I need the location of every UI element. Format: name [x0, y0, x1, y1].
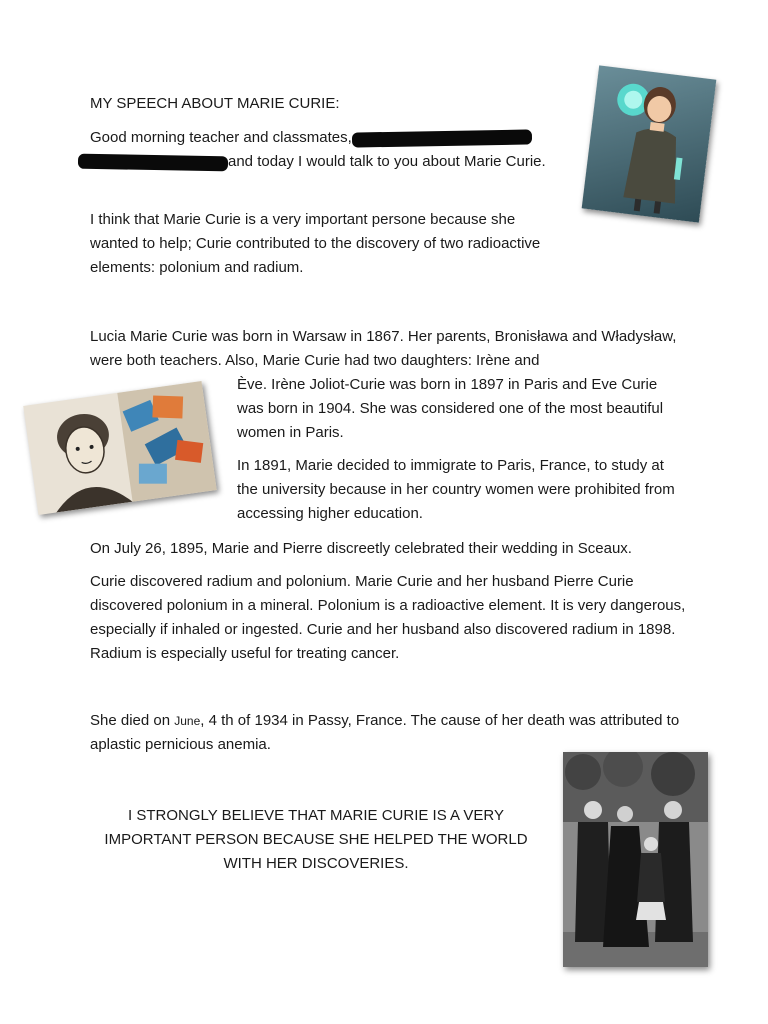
paragraph-discoveries: Curie discovered radium and polonium. Marie Curie and her husband Pierre Curie discovered polonium in a mineral. Polonium is a radioactive element. It is very dangerous, especially if inhaled or ingested. Curie and her husband also discovered radium in 1898. Radium is especially useful for treating cancer.: [90, 573, 686, 662]
cartoon-marie-curie-illustration-icon: [582, 65, 717, 222]
speech-title: MY SPEECH ABOUT MARIE CURIE:: [90, 95, 340, 112]
paragraph-daughters: Ève. Irène Joliot-Curie was born in 1897 in Paris and Eve Curie was born in 1904. She was considered one of the most beautiful women in Paris.: [237, 376, 664, 441]
paragraph-birth: Lucia Marie Curie was born in Warsaw in 1867. Her parents, Bronisława and Władysław, were both teachers. Also, Marie Curie had two daughters: Irène and: [90, 328, 677, 369]
redaction-mark: [352, 129, 532, 147]
death-text-end: , 4 th of 1934 in Passy, France. The cause of her death was attributed to aplastic pernicious anemia.: [90, 712, 680, 753]
sketch-portrait-illustration-icon: [23, 381, 217, 515]
paragraph-wedding: On July 26, 1895, Marie and Pierre discreetly celebrated their wedding in Sceaux.: [90, 540, 632, 557]
family-photo-image: [563, 752, 708, 967]
sketch-curie-image: [23, 381, 217, 515]
cartoon-curie-image: [582, 65, 717, 222]
paragraph-immigration: In 1891, Marie decided to immigrate to Paris, France, to study at the university because in her country women were prohibited from accessing higher education.: [237, 457, 675, 522]
paragraph-death: [90, 709, 690, 757]
greeting-paragraph: [90, 126, 560, 174]
death-text-start: She died on: [90, 712, 175, 729]
redaction-mark: [78, 153, 228, 171]
greeting-end: and today I would talk to you about Marie Curie.: [228, 153, 546, 170]
family-photo-icon: [563, 752, 708, 967]
closing-statement: I STRONGLY BELIEVE THAT MARIE CURIE IS A VERY IMPORTANT PERSON BECAUSE SHE HELPED THE WORLD WITH HER DISCOVERIES.: [104, 807, 528, 872]
greeting-start: Good morning teacher and classmates,: [90, 129, 352, 146]
death-month: June: [174, 714, 201, 728]
paragraph-importance: I think that Marie Curie is a very important persone because she wanted to help; Curie contributed to the discovery of two radioactive elements: polonium and radium.: [90, 211, 541, 276]
